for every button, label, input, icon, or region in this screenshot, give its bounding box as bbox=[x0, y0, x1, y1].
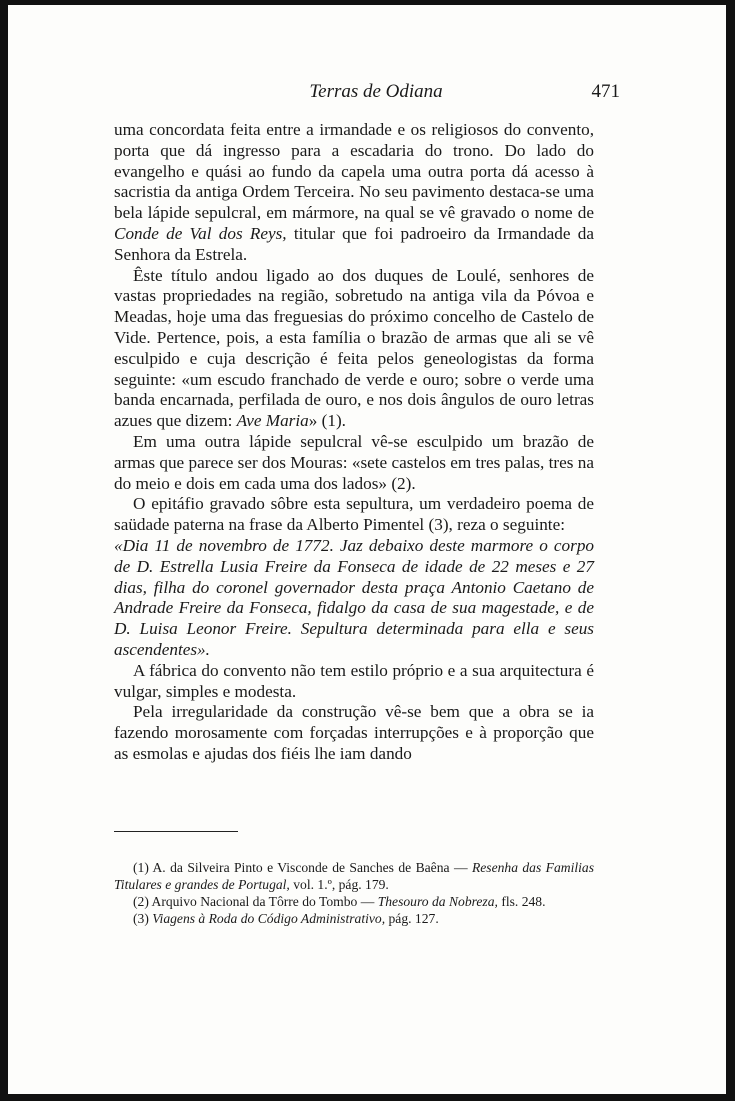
footnotes bbox=[114, 859, 594, 927]
paragraph-1-end: titular que foi padroeiro da Irmandade da Senhora da Estrela. bbox=[114, 223, 594, 264]
page-number: 471 bbox=[591, 81, 620, 102]
footnote-2-text: (2) Arquivo Nacional da Tôrre do Tombo — bbox=[133, 894, 378, 909]
paragraph-3: Em uma outra lápide sepulcral vê-se esculpido um brazão de armas que parece ser dos Mouras: «sete castelos em tres palas, tres na do meio e dois em cada uma dos lados» (2). bbox=[114, 431, 594, 493]
footnote-2-end: fls. 248. bbox=[497, 894, 546, 909]
footnote-3-end: pág. 127. bbox=[385, 911, 439, 926]
footnote-2-italic: Thesouro da Nobreza, bbox=[377, 894, 498, 909]
footnote-3-text: (3) bbox=[133, 911, 153, 926]
body-text bbox=[114, 120, 594, 765]
footnote-rule bbox=[114, 831, 238, 832]
paragraph-2-text: Êste título andou ligado ao dos duques de Loulé, senhores de vastas propriedades na região, sobretudo na antiga vila da Póvoa e Meadas, hoje uma das freguesias do próximo concelho de Castelo de Vide. Pertence, pois, a esta família o brazão de armas que ali se vê esculpido e cuja descrição é feita pelos geneologistas da forma seguinte: «um escudo franchado de verde e ouro; sobre o verde uma banda encarnada, perfilada de ouro, e nos dois ângulos de ouro letras azues que dizem: bbox=[114, 265, 594, 431]
footnote-1 bbox=[114, 859, 594, 893]
footnote-3-italic: Viagens à Roda do Código Administrativo, bbox=[152, 911, 386, 926]
page-header bbox=[114, 81, 638, 107]
paragraph-5: A fábrica do convento não tem estilo próprio e a sua arquitectura é vulgar, simples e modesta. bbox=[114, 660, 594, 701]
paragraph-1 bbox=[114, 120, 594, 266]
paragraph-2 bbox=[114, 266, 594, 432]
footnote-1-end: vol. 1.º, pág. 179. bbox=[289, 877, 389, 892]
footnote-1-text: (1) A. da Silveira Pinto e Visconde de Sanches de Baêna — bbox=[133, 860, 472, 875]
paragraph-6: Pela irregularidade da construção vê-se bem que a obra se ia fazendo morosamente com forçadas interrupções e à proporção que as esmolas e ajudas dos fiéis lhe iam dando bbox=[114, 702, 594, 763]
paragraph-2-italic: Ave Maria bbox=[236, 411, 309, 431]
paragraph-4: O epitáfio gravado sôbre esta sepultura, um verdadeiro poema de saüdade paterna na frase da Alberto Pimentel (3), reza o seguinte: bbox=[114, 494, 594, 535]
footnote-2 bbox=[114, 893, 594, 910]
epitaph-quote: «Dia 11 de novembro de 1772. Jaz debaixo deste marmore o corpo de D. Estrella Lusia Freire da Fonseca de idade de 22 meses e 27 dias, filha do coronel governador desta praça Antonio Caetano de Andrade Freire da Fonseca, fidalgo da casa de sua magestade, e de D. Luisa Leonor Freire. Sepultura determinada para ella e seus ascendentes». bbox=[114, 535, 594, 659]
paragraph-2-end: » (1). bbox=[308, 411, 346, 431]
running-title: Terras de Odiana bbox=[309, 81, 443, 102]
paragraph-1-text: uma concordata feita entre a irmandade e os religiosos do convento, porta que dá ingresso para a escadaria do trono. Do lado do evangelho e quási ao fundo da capela uma outra porta dá acesso à sacristia da antiga Ordem Terceira. No seu pavimento destaca-se uma bela lápide sepulcral, em mármore, na qual se vê gravado o nome de bbox=[114, 120, 594, 223]
footnote-3 bbox=[114, 910, 594, 927]
paragraph-1-italic: Conde de Val dos Reys, bbox=[114, 223, 287, 243]
footnote-1-italic: Resenha das Familias Titulares e grandes de Portugal, bbox=[114, 860, 594, 892]
